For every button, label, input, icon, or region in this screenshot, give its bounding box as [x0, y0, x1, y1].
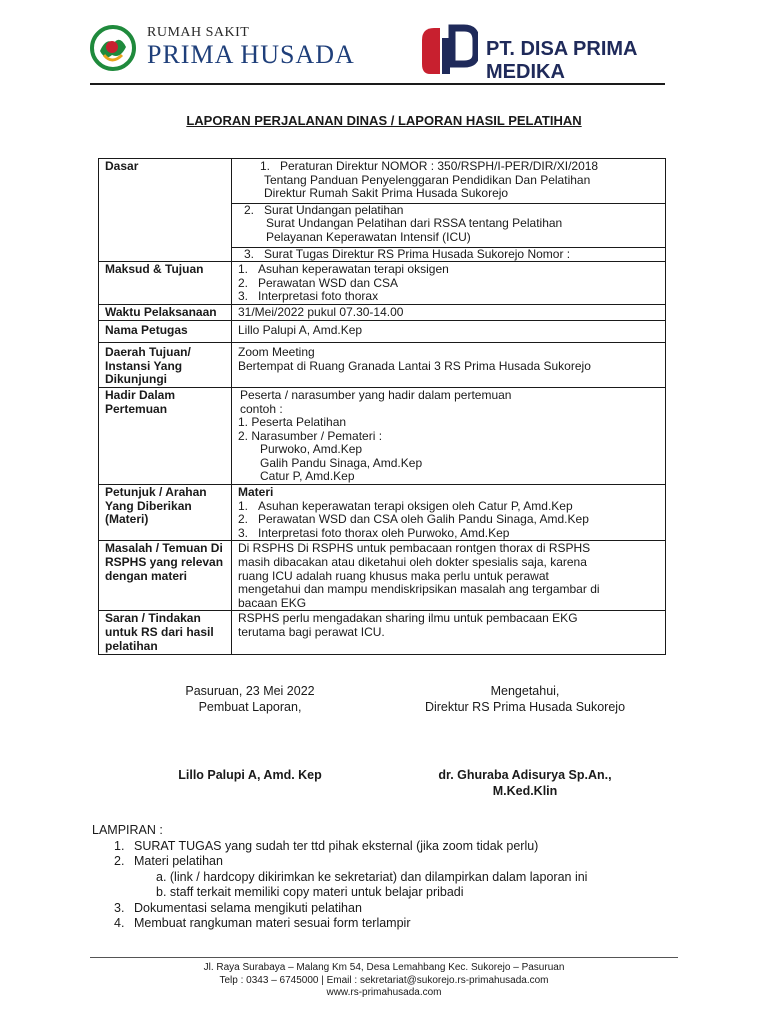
- list-item: Catur P, Amd.Kep: [260, 469, 355, 484]
- value-dasar: 1. Peraturan Direktur NOMOR : 350/RSPH/I-PER/DIR/XI/2018 Tentang Panduan Penyelenggaran Pendidikan Dan Pelatihan Direktur Rumah Sakit Prima Husada Sukorejo 2. Surat Undangan pelatihan Surat Undangan Pelatihan dari RSSA tentang Pelatihan Pelayanan Keperawatan Intensif (ICU) 3. Surat Tugas Direktur RS Prima Husada Sukorejo Nomor :: [232, 159, 666, 262]
- saran-line1: RSPHS perlu mengadakan sharing ilmu untuk pembacaan EKG: [238, 611, 578, 626]
- row-dasar: [99, 159, 666, 262]
- label-hadir: Hadir Dalam Pertemuan: [99, 387, 232, 484]
- dasar-item1-line1: Peraturan Direktur NOMOR : 350/RSPH/I-PER/DIR/XI/2018: [280, 159, 599, 173]
- row-hadir: [99, 387, 666, 484]
- masalah-line1: Di RSPHS Di RSPHS untuk pembacaan rontgen thorax di RSPHS: [238, 541, 591, 556]
- label-saran: Saran / Tindakan untuk RS dari hasil pelatihan: [99, 611, 232, 655]
- masalah-line3: ruang ICU adalah ruang khusus maka perlu untuk perawat: [238, 568, 549, 583]
- hadir-line3: 1. Peserta Pelatihan: [238, 415, 347, 430]
- row-saran: [99, 611, 666, 655]
- value-saran: [232, 611, 666, 655]
- row-masalah: [99, 541, 666, 611]
- hospital-logo: [90, 22, 390, 72]
- letterhead: [0, 0, 768, 90]
- row-maksud: [99, 262, 666, 305]
- value-daerah: [232, 343, 666, 388]
- value-masalah: [232, 541, 666, 611]
- list-item: 2. Perawatan WSD dan CSA oleh Galih Pandu Sinaga, Amd.Kep: [238, 512, 589, 527]
- daerah-line1: Zoom Meeting: [238, 345, 315, 360]
- dasar-item2-line2: Surat Undangan Pelatihan dari RSSA tentang Pelatihan: [266, 216, 563, 231]
- place-date: Pasuruan, 23 Mei 2022: [185, 684, 315, 698]
- company-name: PT. DISA PRIMA MEDIKA: [486, 38, 637, 83]
- list-item: 3. Interpretasi foto thorax: [238, 289, 379, 304]
- company-logo: [420, 24, 700, 83]
- approval-heading: Mengetahui,: [490, 684, 560, 698]
- footer-address: Jl. Raya Surabaya – Malang Km 54, Desa Lemahbang Kec. Sukorejo – Pasuruan: [203, 962, 565, 973]
- hadir-line4: 2. Narasumber / Pemateri :: [238, 428, 383, 443]
- list-item: 3. Dokumentasi selama mengikuti pelatihan: [114, 900, 362, 915]
- label-nama: Nama Petugas: [99, 320, 232, 343]
- footer-contact: Telp : 0343 – 6745000 | Email : sekretariat@sukorejo.rs-primahusada.com: [219, 974, 549, 986]
- label-maksud: Maksud & Tujuan: [99, 262, 232, 305]
- label-masalah: Masalah / Temuan Di RSPHS yang relevan dengan materi: [99, 541, 232, 611]
- report-table: [98, 158, 666, 655]
- footer-divider: [90, 957, 678, 958]
- list-item: Galih Pandu Sinaga, Amd.Kep: [260, 455, 423, 470]
- row-daerah: [99, 343, 666, 388]
- signature-right: [395, 683, 655, 715]
- header-divider: [90, 83, 665, 85]
- list-item: 1. SURAT TUGAS yang sudah ter ttd pihak eksternal (jika zoom tidak perlu): [114, 838, 539, 853]
- daerah-line2: Bertempat di Ruang Granada Lantai 3 RS Prima Husada Sukorejo: [238, 358, 591, 373]
- row-waktu: [99, 304, 666, 320]
- label-daerah: Daerah Tujuan/ Instansi Yang Dikunjungi: [99, 343, 232, 388]
- signature-left: [160, 683, 340, 715]
- list-item: 4. Membuat rangkuman materi sesuai form terlampir: [114, 916, 411, 930]
- masalah-line4: mengetahui dan mampu mendiskripsikan masalah ang tergambar di: [238, 582, 600, 597]
- company-mark-icon: [420, 24, 478, 78]
- dasar-item2-line3: Pelayanan Keperawatan Intensif (ICU): [266, 229, 471, 244]
- director-role: Direktur RS Prima Husada Sukorejo: [424, 700, 626, 714]
- attachments-section: [92, 823, 692, 932]
- hadir-line2: contoh :: [240, 401, 283, 416]
- page-title: LAPORAN PERJALANAN DINAS / LAPORAN HASIL PELATIHAN: [186, 113, 582, 128]
- list-item: b. staff terkait memiliki copy materi untuk belajar pribadi: [156, 885, 464, 899]
- list-item: 1. Asuhan keperawatan terapi oksigen: [238, 262, 449, 277]
- row-petunjuk: [99, 485, 666, 541]
- footer: [0, 962, 768, 1000]
- list-item: a. (link / hardcopy dikirimkan ke sekretariat) dan dilampirkan dalam laporan ini: [156, 869, 588, 884]
- list-item: 2. Perawatan WSD dan CSA: [238, 275, 399, 290]
- hospital-name-big: PRIMA HUSADA: [147, 40, 355, 69]
- reporter-role: Pembuat Laporan,: [198, 700, 302, 714]
- row-nama: [99, 320, 666, 343]
- value-nama: Lillo Palupi A, Amd.Kep: [232, 320, 666, 343]
- value-petunjuk: [232, 485, 666, 541]
- list-item: 1. Asuhan keperawatan terapi oksigen oleh Catur P, Amd.Kep: [238, 498, 573, 513]
- label-dasar: Dasar: [99, 159, 232, 262]
- reporter-name: Lillo Palupi A, Amd. Kep: [178, 768, 322, 782]
- masalah-line5: bacaan EKG: [238, 595, 307, 610]
- petunjuk-heading: Materi: [238, 485, 274, 500]
- hospital-emblem-icon: [90, 25, 136, 71]
- dasar-item3-line1: Surat Tugas Direktur RS Prima Husada Sukorejo Nomor :: [264, 246, 571, 261]
- attachments-heading: LAMPIRAN :: [92, 823, 163, 837]
- label-petunjuk: Petunjuk / Arahan Yang Diberikan (Materi): [99, 485, 232, 541]
- value-waktu: 31/Mei/2022 pukul 07.30-14.00: [232, 304, 666, 320]
- value-hadir: [232, 387, 666, 484]
- dasar-item1-line3: Direktur Rumah Sakit Prima Husada Sukorejo: [264, 186, 509, 201]
- hadir-line1: Peserta / narasumber yang hadir dalam pertemuan: [240, 387, 512, 402]
- list-item: 2. Materi pelatihan: [114, 854, 223, 868]
- director-name: dr. Ghuraba Adisurya Sp.An., M.Ked.Klin: [438, 768, 612, 798]
- saran-line2: terutama bagi perawat ICU.: [238, 625, 385, 639]
- label-waktu: Waktu Pelaksanaan: [99, 304, 232, 320]
- dasar-item1-line2: Tentang Panduan Penyelenggaran Pendidikan Dan Pelatihan: [264, 172, 591, 187]
- dasar-item2-line1: Surat Undangan pelatihan: [264, 202, 404, 217]
- footer-website: www.rs-primahusada.com: [326, 987, 442, 998]
- list-item: Purwoko, Amd.Kep: [260, 442, 363, 457]
- masalah-line2: masih dibacakan atau diketahui oleh dokter spesialis saja, karena: [238, 555, 587, 570]
- list-item: 3. Interpretasi foto thorax oleh Purwoko, Amd.Kep: [238, 525, 510, 540]
- value-maksud: [232, 262, 666, 305]
- hospital-name-small: RUMAH SAKIT: [147, 25, 250, 40]
